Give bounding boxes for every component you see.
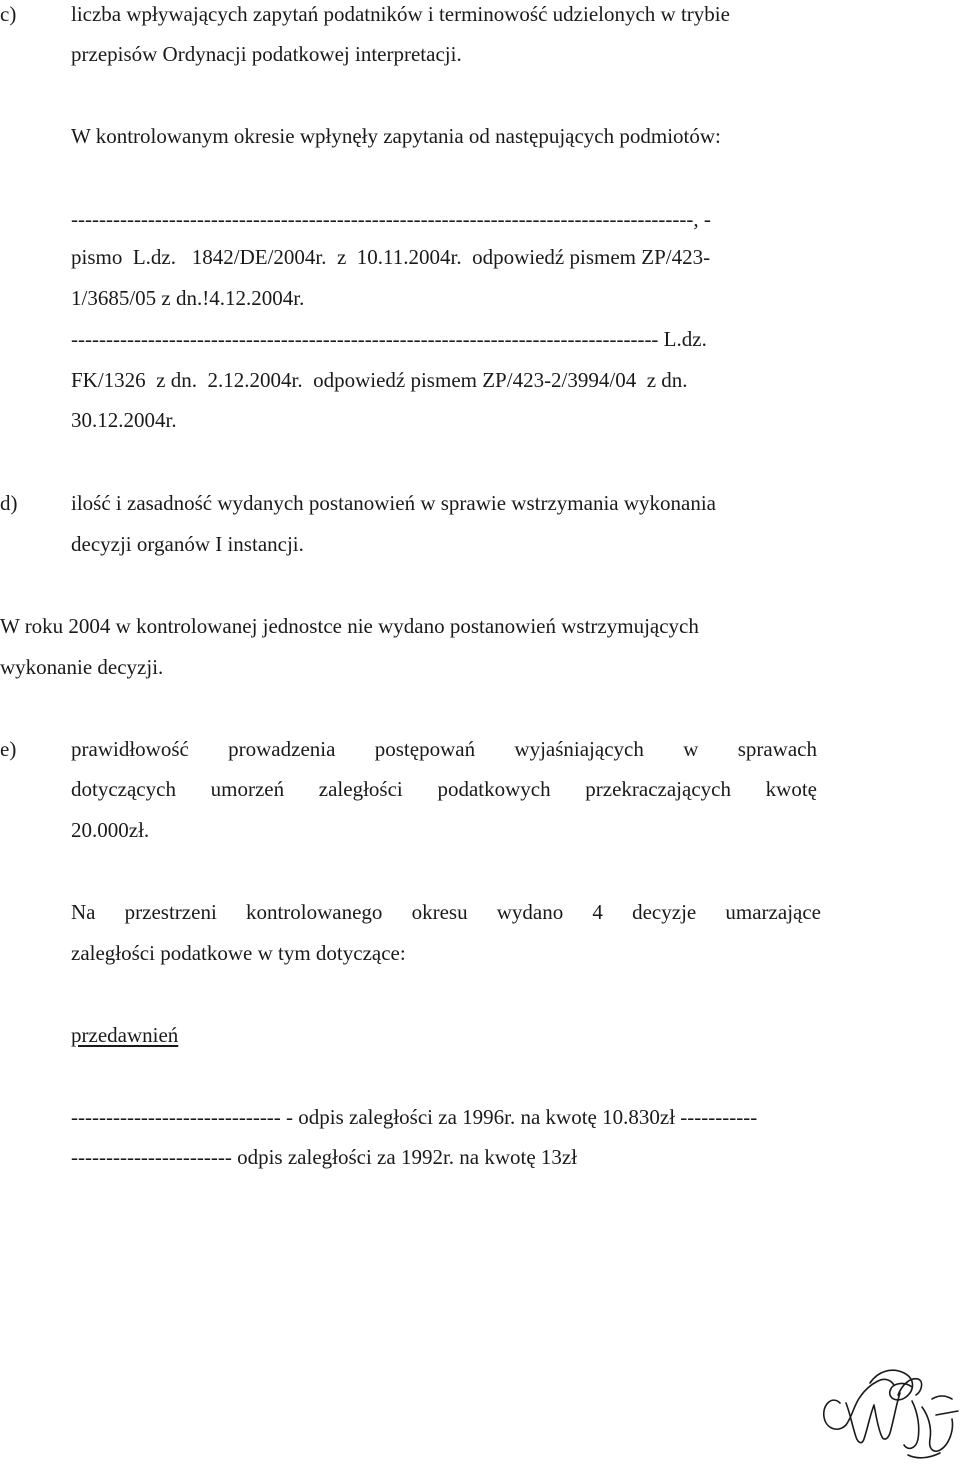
handwritten-signature [812,1355,960,1465]
section-c-entry2-line2: 30.12.2004r. [71,408,177,432]
section-e-item-line2: ----------------------- odpis zaległości za 1992r. na kwotę 13zł [71,1145,578,1169]
section-c-entry2-line1: FK/1326 z dn. 2.12.2004r. odpowiedź pismem ZP/423-2/3994/04 z dn. [71,368,688,392]
section-c-heading-line1: liczba wpływających zapytań podatników i terminowość udzielonych w trybie [71,2,730,26]
section-e-item-line1: ------------------------------ - odpis zaległości za 1996r. na kwotę 10.830zł ----------- [71,1105,758,1129]
section-c-heading-line2: przepisów Ordynacji podatkowej interpretacji. [71,42,462,66]
section-d-marker: d) [0,491,18,515]
section-d-heading-line2: decyzji organów I instancji. [71,532,304,556]
section-c-entry1-line2: 1/3685/05 z dn.!4.12.2004r. [71,286,305,310]
section-e-heading-line3: 20.000zł. [71,818,150,842]
section-c-dash-line2: ------------------------------------------------------------------------------------ L.dz. [71,329,707,350]
section-e-body-line1: Na przestrzeni kontrolowanego okresu wydano 4 decyzje umarzające [71,900,821,924]
section-e-heading-line2: dotyczących umorzeń zaległości podatkowych przekraczających kwotę [71,777,817,801]
section-d-heading-line1: ilość i zasadność wydanych postanowień w sprawie wstrzymania wykonania [71,491,716,515]
section-d-body-line1: W roku 2004 w kontrolowanej jednostce nie wydano postanowień wstrzymujących [0,614,699,638]
section-c-dash-line1: -----------------------------------------------------------------------------------------, - [71,209,711,230]
section-e-marker: e) [0,737,17,761]
section-c-intro: W kontrolowanym okresie wpłynęły zapytania od następujących podmiotów: [71,124,721,148]
section-c-marker: c) [0,2,17,26]
section-c-entry1-line1: pismo L.dz. 1842/DE/2004r. z 10.11.2004r. odpowiedź pismem ZP/423- [71,245,711,269]
section-e-body-line2: zaległości podatkowe w tym dotyczące: [71,941,406,965]
section-e-heading-line1: prawidłowość prowadzenia postępowań wyjaśniających w sprawach [71,737,817,761]
section-e-subheading: przedawnień [71,1023,179,1047]
section-d-body-line2: wykonanie decyzji. [0,655,164,679]
